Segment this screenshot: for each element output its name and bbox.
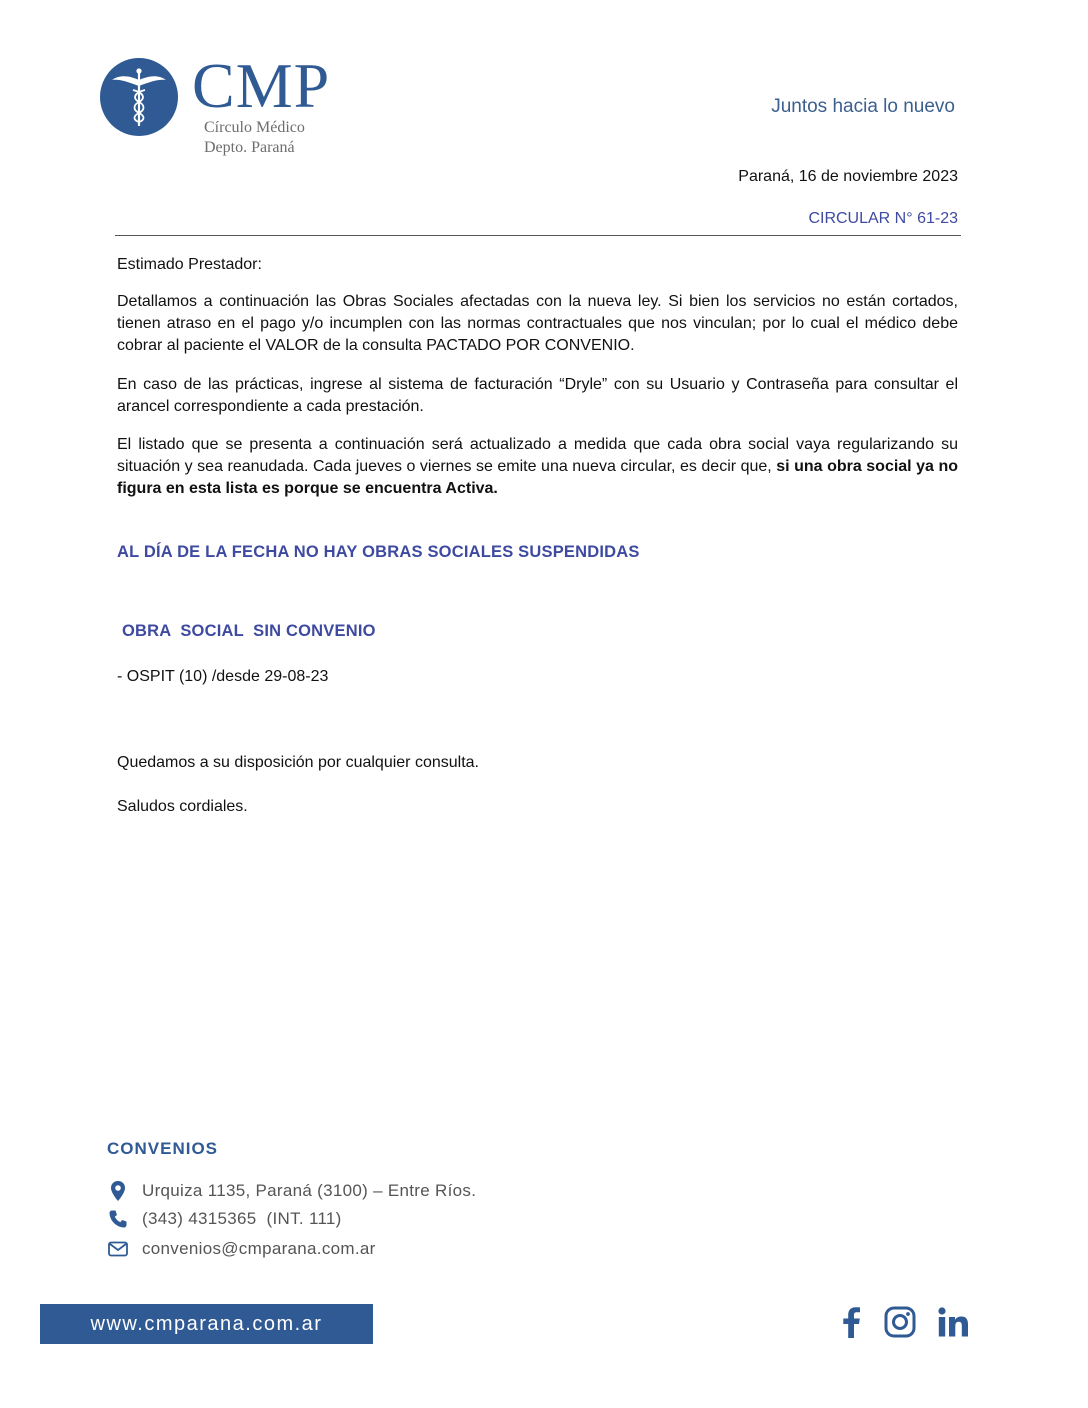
closing-line-2: Saludos cordiales. (117, 798, 248, 815)
greeting: Estimado Prestador: (117, 256, 262, 273)
document-date: Paraná, 16 de noviembre 2023 (738, 168, 958, 185)
contact-phone (107, 1208, 342, 1230)
slogan: Juntos hacia lo nuevo (771, 96, 955, 117)
logo-text: CMP (192, 50, 331, 121)
instagram-icon[interactable] (883, 1305, 917, 1339)
paragraph-3-bold-text: si una obra social ya no figura en esta lista es porque se encuentra Activa. (117, 458, 958, 497)
paragraph-3-text: El listado que se presenta a continuación será actualizado a medida que cada obra social vaya regularizando su situación y sea reanudada. Cada jueves o viernes se emite una nueva circular, es decir que, (117, 436, 958, 475)
website-link[interactable]: www.cmparana.com.ar (90, 1312, 323, 1335)
phone-text: (343) 4315365 (INT. 111) (142, 1209, 342, 1228)
paragraph-1: Detallamos a continuación las Obras Sociales afectadas con la nueva ley. Si bien los servicios no están cortados, tienen atraso en el pago y/o incumplen con las normas contractuales que nos vinculan; por lo cual el médico debe cobrar al paciente el VALOR de la consulta PACTADO POR CONVENIO. (117, 293, 958, 354)
linkedin-icon[interactable] (936, 1305, 970, 1339)
heading-no-suspended: AL DÍA DE LA FECHA NO HAY OBRAS SOCIALES SUSPENDIDAS (117, 543, 640, 561)
logo-subtitle-line-2: Depto. Paraná (204, 139, 295, 156)
contact-email (107, 1238, 376, 1260)
paragraph-3 (117, 434, 958, 500)
contact-address (107, 1180, 476, 1202)
mail-icon (107, 1238, 129, 1260)
logo-subtitle-line-1: Círculo Médico (204, 119, 305, 136)
location-pin-icon (107, 1180, 129, 1202)
phone-icon (107, 1208, 129, 1230)
header-divider (115, 235, 961, 236)
heading-without-agreement: OBRA SOCIAL SIN CONVENIO (122, 622, 376, 640)
caduceus-icon (100, 58, 178, 136)
address-text: Urquiza 1135, Paraná (3100) – Entre Ríos. (142, 1181, 477, 1200)
paragraph-2: En caso de las prácticas, ingrese al sistema de facturación “Dryle” con su Usuario y Contraseña para consultar el arancel correspondiente a cada prestación. (117, 376, 958, 415)
closing-line-1: Quedamos a su disposición por cualquier consulta. (117, 754, 479, 771)
facebook-icon[interactable] (834, 1305, 868, 1339)
website-banner[interactable] (40, 1304, 373, 1344)
footer-title: CONVENIOS (107, 1139, 219, 1158)
logo-emblem (100, 58, 178, 136)
email-link[interactable]: convenios@cmparana.com.ar (142, 1239, 376, 1258)
list-item: - OSPIT (10) /desde 29-08-23 (117, 668, 329, 685)
circular-number: CIRCULAR N° 61-23 (808, 210, 958, 227)
